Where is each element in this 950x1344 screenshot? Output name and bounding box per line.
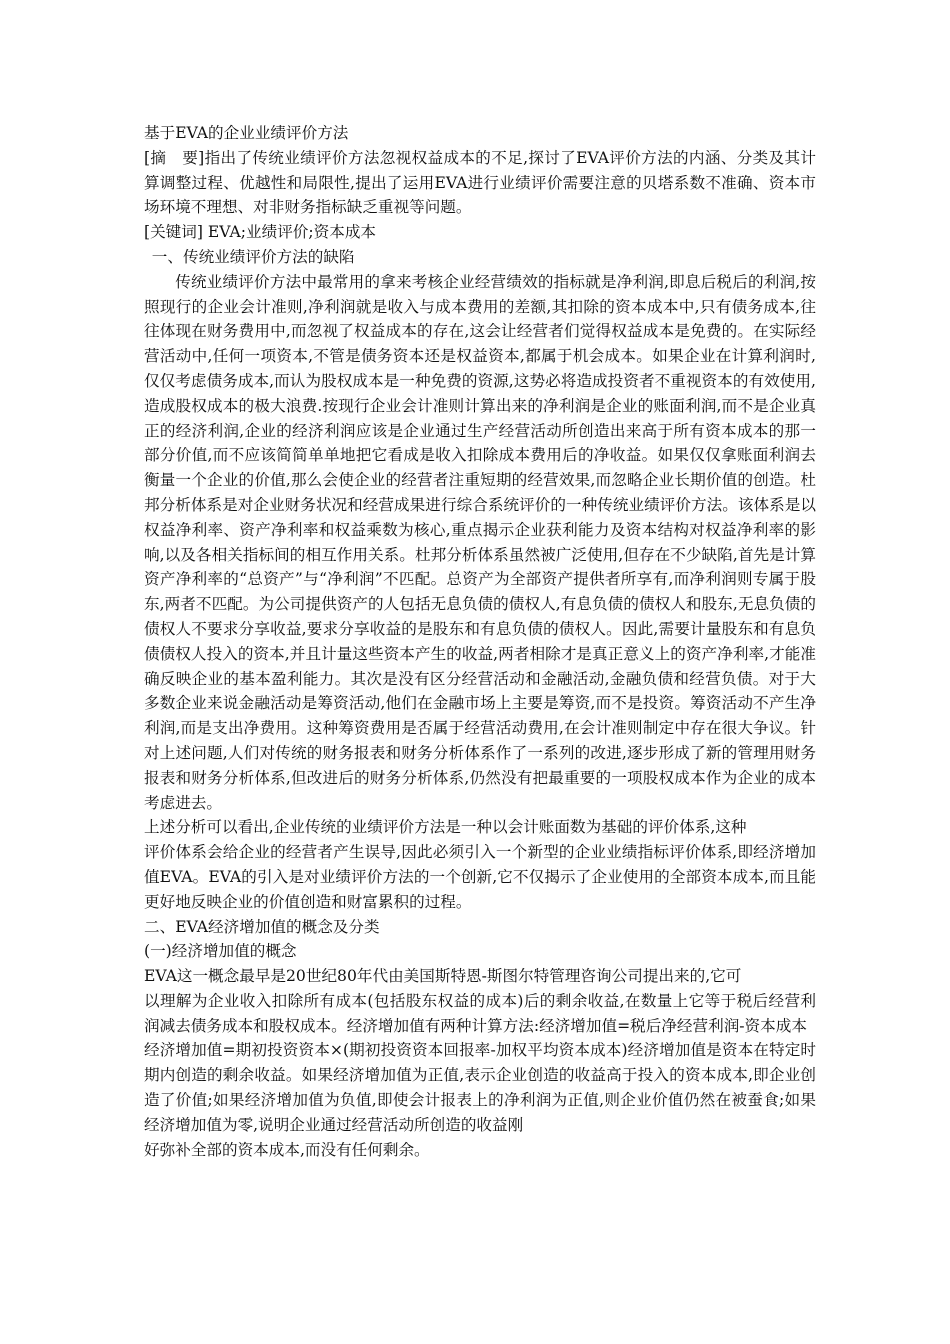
section2-paragraph-1-line-1: EVA这一概念最早是20世纪80年代由美国斯特恩-斯图尔特管理咨询公司提出来的,它可	[144, 967, 742, 986]
section1-paragraph-1: 传统业绩评价方法中最常用的拿来考核企业经营绩效的指标就是净利润,即息后税后的利润,按照现行的企业会计准则,净利润就是收入与成本费用的差额,其扣除的资本成本中,只有债务成本,往往体现在财务费用中,而忽视了权益成本的存在,这会让经营者们觉得权益成本是免费的。在实际经营活动中,任何一项资本,不管是债务资本还是权益资本,都属于机会成本。如果企业在计算利润时,仅仅考虑债务成本,而认为股权成本是一种免费的资源,这势必将造成投资者不重视资本的有效使用,造成股权成本的极大浪费.按现行企业会计准则计算出来的净利润是企业的账面利润,而不是企业真正的经济利润,企业的经济利润应该是企业通过生产经营活动所创造出来高于所有资本成本的那一部分价值,而不应该简简单单地把它看成是收入扣除成本费用后的净收益。如果仅仅拿账面利润去衡量一个企业的价值,那么会使企业的经营者注重短期的经营效果,而忽略企业长期价值的创造。杜邦分析体系是对企业财务状况和经营成果进行综合系统评价的一种传统业绩评价方法。该体系是以权益净利率、资产净利率和权益乘数为核心,重点揭示企业获利能力及资本结构对权益净利率的影响,以及各相关指标间的相互作用关系。杜邦分析体系虽然被广泛使用,但存在不少缺陷,首先是计算资产净利率的“总资产”与“净利润”不匹配。总资产为全部资产提供者所享有,而净利润则专属于股东,两者不匹配。为公司提供资产的人包括无息负债的债权人,有息负债的债权人和股东,无息负债的债权人不要求分享收益,要求分享收益的是股东和有息负债的债权人。因此,需要计量股东和有息负债债权人投入的资本,并且计量这些资本产生的收益,两者相除才是真正意义上的资产净利率,才能准确反映企业的基本盈利能力。其次是没有区分经营活动和金融活动,金融负债和经营负债。对于大多数企业来说金融活动是筹资活动,他们在金融市场上主要是筹资,而不是投资。筹资活动不产生净利润,而是支出净费用。这种筹资费用是否属于经营活动费用,在会计准则制定中存在很大争议。针对上述问题,人们对传统的财务报表和财务分析体系作了一系列的改进,逐步形成了新的管理用财务报表和财务分析体系,但改进后的财务分析体系,仍然没有把最重要的一项股权成本作为企业的成本考虑进去。	[144, 272, 816, 812]
section1-paragraph-2-line-1: 上述分析可以看出,企业传统的业绩评价方法是一种以会计账面数为基础的评价体系,这种	[144, 818, 747, 837]
keywords-line: [关键词] EVA;业绩评价;资本成本	[144, 223, 377, 242]
abstract-paragraph: [摘 要]指出了传统业绩评价方法忽视权益成本的不足,探讨了EVA评价方法的内涵、分类及其计算调整过程、优越性和局限性,提出了运用EVA进行业绩评价需要注意的贝塔系数不准确、资本市场环境不理想、对非财务指标缺乏重视等问题。	[144, 148, 816, 217]
section-heading-1: 一、传统业绩评价方法的缺陷	[151, 247, 355, 266]
subsection-heading-1: (一)经济增加值的概念	[144, 942, 297, 961]
section1-paragraph-2-rest: 评价体系会给企业的经营者产生误导,因此必须引入一个新型的企业业绩指标评价体系,即经济增加值EVA。EVA的引入是对业绩评价方法的一个创新,它不仅揭示了企业使用的全部资本成本,而且能更好地反映企业的价值创造和财富累积的过程。	[144, 843, 816, 911]
section-heading-2: 二、EVA经济增加值的概念及分类	[144, 917, 380, 936]
section2-paragraph-2-last-line: 好弥补全部的资本成本,而没有任何剩余。	[144, 1140, 430, 1159]
section2-paragraph-2: 经济增加值=期初投资资本×(期初投资资本回报率-加权平均资本成本)经济增加值是资本在特定时期内创造的剩余收益。如果经济增加值为正值,表示企业创造的收益高于投入的资本成本,即企业创造了价值;如果经济增加值为负值,即使会计报表上的净利润为正值,则企业价值仍然在被蚕食;如果经济增加值为零,说明企业通过经营活动所创造的收益刚	[144, 1041, 816, 1134]
section2-paragraph-1-rest: 以理解为企业收入扣除所有成本(包括股东权益的成本)后的剩余收益,在数量上它等于税后经营利润减去债务成本和股权成本。经济增加值有两种计算方法:经济增加值=税后净经营利润-资本成本	[144, 991, 816, 1035]
document-title: 基于EVA的企业业绩评价方法	[144, 124, 349, 142]
document-body	[144, 121, 816, 1162]
